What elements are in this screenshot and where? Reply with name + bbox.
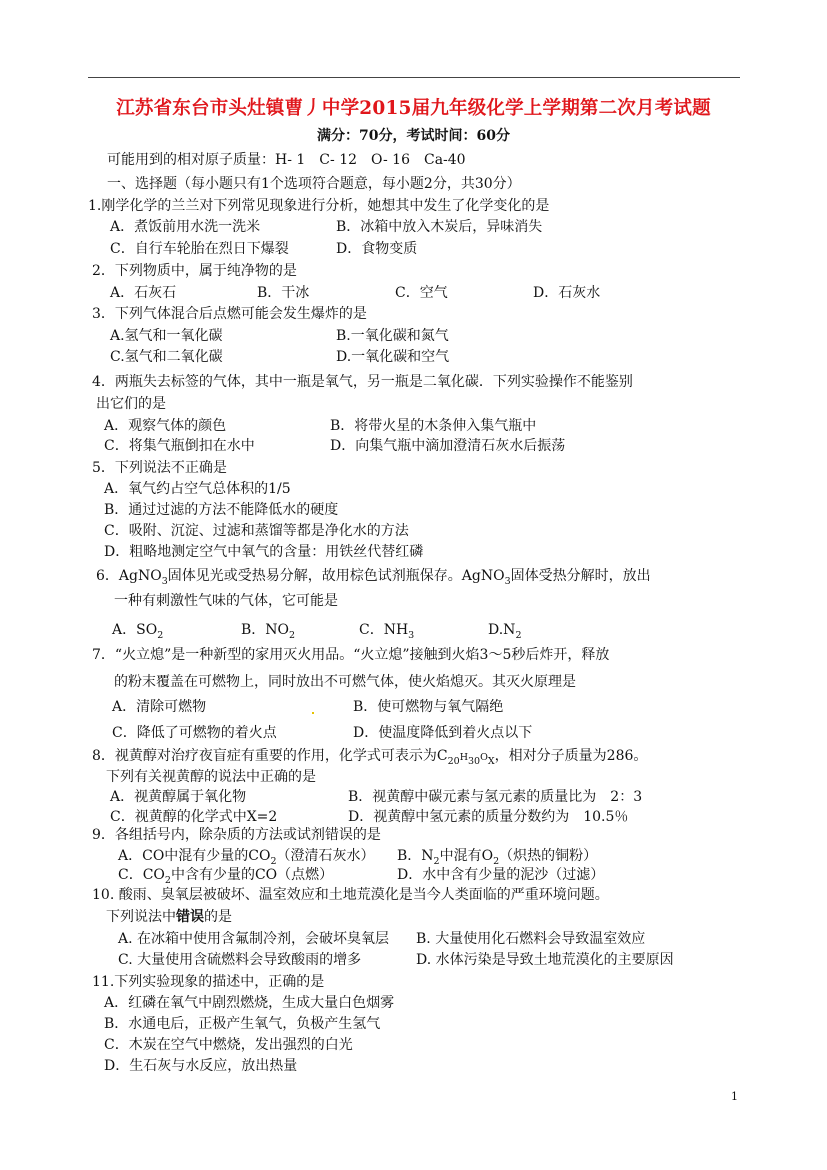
question-4-option-d: D．向集气瓶中滴加澄清石灰水后振荡 [330, 438, 566, 454]
atomic-mass-line: 可能用到的相对原子质量：H- 1 C- 12 O- 16 Ca-40 [107, 152, 466, 168]
question-10-option-b: B. 大量使用化石燃料会导致温室效应 [416, 931, 646, 947]
question-1-option-a: A．煮饭前用水洗一洗米 [110, 219, 261, 235]
question-11-option-d: D．生石灰与水反应，放出热量 [104, 1058, 298, 1074]
question-3-option-d: D.一氧化碳和空气 [336, 349, 450, 365]
question-10-option-a: A. 在冰箱中使用含氟制冷剂，会破坏臭氧层 [118, 931, 390, 947]
question-6-stem: 6．AgNO$_3$固体见光或受热易分解，故用棕色试剂瓶保存。AgNO$_3$固体受热分解时，放出 [96, 568, 651, 587]
question-6-option-d: $D.N_2$ [488, 622, 522, 641]
question-4-option-c: C．将集气瓶倒扣在水中 [104, 438, 255, 454]
question-7-option-c: C．降低了可燃物的着火点 [112, 725, 277, 741]
question-4-stem-cont: 出它们的是 [96, 396, 166, 412]
question-5-option-a: A．氧气约占空气总体积的1/5 [104, 481, 291, 497]
question-10-option-d: D. 水体污染是导致土地荒漠化的主要原因 [416, 952, 674, 968]
page-number: 1 [731, 1090, 738, 1103]
stray-mark [312, 712, 314, 714]
question-10-stem: 10. 酸雨、臭氧层被破坏、温室效应和土地荒漠化是当今人类面临的严重环境问题。 [92, 887, 609, 903]
question-9-option-c: C．$CO_2$中含有少量的CO（点燃） [118, 867, 334, 886]
question-9-option-b: B．$N_2$中混有$O_2$（炽热的铜粉） [397, 848, 598, 867]
header-rule [88, 77, 740, 78]
question-3-stem: 3．下列气体混合后点燃可能会发生爆炸的是 [92, 306, 367, 322]
question-1-option-d: D．食物变质 [336, 241, 418, 257]
question-2-option-b: B．干冰 [257, 285, 310, 301]
question-9-option-d: D．水中含有少量的泥沙（过滤） [397, 867, 605, 883]
question-9-stem: 9．各组括号内，除杂质的方法或试剂错误的是 [92, 827, 381, 843]
question-4-stem: 4．两瓶失去标签的气体，其中一瓶是氧气，另一瓶是二氧化碳．下列实验操作不能鉴别 [92, 374, 633, 390]
question-2-stem: 2．下列物质中，属于纯净物的是 [92, 263, 297, 279]
question-11-option-b: B．水通电后，正极产生氧气，负极产生氢气 [104, 1016, 381, 1032]
question-8-option-b: B．视黄醇中碳元素与氢元素的质量比为 2：3 [348, 789, 643, 805]
question-4-option-b: B．将带火星的木条伸入集气瓶中 [330, 418, 537, 434]
question-6-option-a: A．$SO_2$ [112, 622, 164, 641]
question-11-stem: 11.下列实验现象的描述中，正确的是 [92, 974, 325, 990]
question-5-stem: 5．下列说法不正确是 [92, 460, 227, 476]
question-2-option-c: C．空气 [395, 285, 448, 301]
question-7-option-d: D．使温度降低到着火点以下 [353, 725, 533, 741]
question-7-stem: 7．“火立熄”是一种新型的家用灭火用品。“火立熄”接触到火焰3～5秒后炸开，释放 [92, 647, 610, 663]
question-4-option-a: A．观察气体的颜色 [104, 418, 227, 434]
question-8-stem-cont: 下列有关视黄醇的说法中正确的是 [106, 769, 316, 785]
question-1-stem: 1.刚学化学的兰兰对下列常见现象进行分析，她想其中发生了化学变化的是 [88, 198, 550, 214]
question-6-option-b: B．$NO_2$ [241, 622, 296, 641]
question-10-stem-cont: 下列说法中错误的是 [106, 909, 232, 925]
question-8-option-a: A．视黄醇属于氧化物 [110, 789, 247, 805]
page-title: 江苏省东台市头灶镇曹丿中学2015届九年级化学上学期第二次月考试题 [116, 98, 711, 119]
exam-info: 满分：70分，考试时间：60分 [317, 128, 510, 144]
question-8-stem: 8．视黄醇对治疗夜盲症有重要的作用，化学式可表示为$C_{20}H_{30}O_X$，相对分子质量为286。 [92, 748, 648, 767]
question-9-option-a: A．CO中混有少量的$CO_2$（澄清石灰水） [118, 848, 375, 867]
question-6-stem-cont: 一种有刺激性气味的气体，它可能是 [114, 593, 338, 609]
question-3-option-a: A.氢气和一氧化碳 [110, 328, 223, 344]
question-8-option-c: C．视黄醇的化学式中X=2 [110, 809, 278, 825]
question-2-option-d: D．石灰水 [533, 285, 601, 301]
question-7-option-b: B．使可燃物与氧气隔绝 [353, 699, 504, 715]
question-7-stem-cont: 的粉末覆盖在可燃物上，同时放出不可燃气体，使火焰熄灭。其灭火原理是 [114, 674, 576, 690]
question-1-option-c: C．自行车轮胎在烈日下爆裂 [110, 241, 289, 257]
section-heading: 一、选择题（每小题只有1个选项符合题意，每小题2分，共30分） [107, 176, 521, 192]
question-10-option-c: C. 大量使用含硫燃料会导致酸雨的增多 [118, 952, 362, 968]
question-11-option-a: A．红磷在氧气中剧烈燃烧，生成大量白色烟雾 [104, 995, 395, 1011]
question-1-option-b: B．冰箱中放入木炭后，异味消失 [336, 219, 543, 235]
question-5-option-d: D．粗略地测定空气中氧气的含量：用铁丝代替红磷 [104, 544, 424, 560]
question-7-option-a: A．清除可燃物 [112, 699, 207, 715]
question-3-option-c: C.氢气和二氧化碳 [110, 349, 223, 365]
question-11-option-c: C．木炭在空气中燃烧，发出强烈的白光 [104, 1037, 353, 1053]
question-6-option-c: C．$NH_3$ [359, 622, 415, 641]
question-2-option-a: A．石灰石 [110, 285, 177, 301]
question-5-option-b: B．通过过滤的方法不能降低水的硬度 [104, 502, 339, 518]
question-8-option-d: D．视黄醇中氢元素的质量分数约为 10.5％ [348, 809, 629, 825]
question-5-option-c: C．吸附、沉淀、过滤和蒸馏等都是净化水的方法 [104, 523, 409, 539]
question-3-option-b: B.一氧化碳和氮气 [336, 328, 449, 344]
